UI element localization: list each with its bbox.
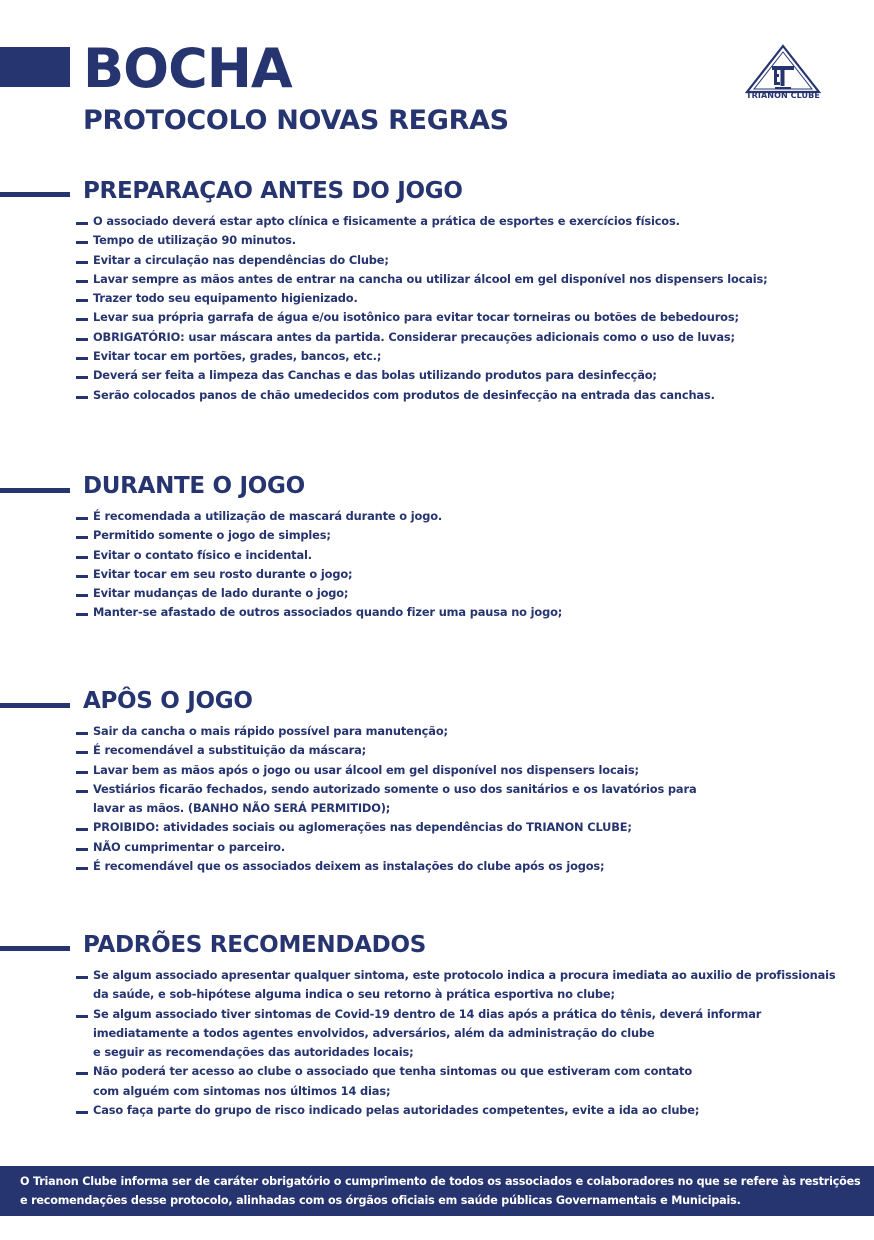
rule-item: [76, 270, 856, 289]
rule-text: Lavar sempre as mãos antes de entrar na cancha ou utilizar álcool em gel disponível nos dispensers locais;: [93, 271, 768, 286]
dash-bullet-icon: [76, 1072, 88, 1075]
rule-text: É recomendada a utilização de mascará durante o jogo.: [93, 509, 443, 523]
section-title: PREPARAÇAO ANTES DO JOGO: [83, 178, 463, 204]
rule-text: Se algum associado tiver sintomas de Covid-19 dentro de 14 dias após a prática do tênis, deverá informar imediatamente a todos agentes envolvidos, adversários, além da administração do clube e seguir as recomendações das autoridades locais;: [93, 1006, 762, 1060]
rule-item: [76, 780, 856, 819]
dash-bullet-icon: [76, 732, 88, 735]
section-rule: [0, 946, 70, 951]
page-title: BOCHA: [83, 37, 292, 100]
rule-text: Lavar bem as mãos após o jogo ou usar álcool em gel disponível nos dispensers locais;: [93, 762, 639, 777]
rule-text: Vestiários ficarão fechados, sendo autorizado somente o uso dos sanitários e os lavatórios para lavar as mãos. (BANHO NÃO SERÁ PERMITIDO);: [93, 781, 697, 816]
logo-caption: TRIANON CLUBE: [746, 91, 820, 100]
rule-text: Se algum associado apresentar qualquer sintoma, este protocolo indica a procura imediata ao auxilio de profissionais da saúde, e sob-hipótese alguma indica o seu retorno à prática esportiva no clube;: [93, 968, 836, 1002]
rule-item: [76, 347, 856, 366]
dash-bullet-icon: [76, 575, 88, 578]
dash-bullet-icon: [76, 790, 88, 793]
rule-item: [76, 838, 856, 857]
dash-bullet-icon: [76, 338, 88, 341]
dash-bullet-icon: [76, 556, 88, 559]
rule-item: [76, 761, 856, 780]
rule-text: O associado deverá estar apto clínica e fisicamente a prática de esportes e exercícios físicos.: [93, 214, 680, 228]
rule-text: Não poderá ter acesso ao clube o associado que tenha sintomas ou que estiveram com contato com alguém com sintomas nos últimos 14 dias;: [93, 1064, 693, 1098]
rule-text: Evitar tocar em seu rosto durante o jogo;: [93, 566, 353, 581]
dash-bullet-icon: [76, 594, 88, 597]
dash-bullet-icon: [76, 222, 88, 225]
dash-bullet-icon: [76, 536, 88, 539]
rules-list: [76, 507, 856, 623]
rule-item: [76, 603, 856, 622]
rule-item: [76, 584, 856, 603]
rule-item: [76, 722, 856, 741]
rule-item: [76, 741, 856, 760]
rule-text: OBRIGATÓRIO: usar máscara antes da partida. Considerar precauções adicionais como o uso de luvas;: [93, 329, 735, 344]
rule-text: NÃO cumprimentar o parceiro.: [93, 839, 286, 854]
dash-bullet-icon: [76, 517, 88, 520]
title-accent-bar: [0, 47, 70, 87]
rule-item: [76, 251, 856, 270]
rule-text: Permitido somente o jogo de simples;: [93, 528, 331, 543]
rule-text: Caso faça parte do grupo de risco indicado pelas autoridades competentes, evite a ida ao clube;: [93, 1103, 700, 1118]
rule-item: [76, 1062, 856, 1101]
dash-bullet-icon: [76, 848, 88, 851]
rule-item: [76, 507, 856, 526]
dash-bullet-icon: [76, 828, 88, 831]
rule-text: É recomendável que os associados deixem as instalações do clube após os jogos;: [93, 859, 605, 874]
rule-item: [76, 526, 856, 545]
rule-text: Evitar tocar em portões, grades, bancos, etc.;: [93, 349, 382, 364]
dash-bullet-icon: [76, 299, 88, 302]
rule-item: [76, 546, 856, 565]
rule-text: Evitar mudanças de lado durante o jogo;: [93, 586, 349, 601]
rule-text: Manter-se afastado de outros associados quando fizer uma pausa no jogo;: [93, 605, 563, 620]
dash-bullet-icon: [76, 318, 88, 321]
rules-list: [76, 722, 856, 876]
dash-bullet-icon: [76, 613, 88, 616]
footer-banner: [0, 1166, 874, 1216]
page-subtitle: PROTOCOLO NOVAS REGRAS: [83, 105, 509, 136]
rules-list: [76, 966, 856, 1120]
dash-bullet-icon: [76, 771, 88, 774]
dash-bullet-icon: [76, 751, 88, 754]
rule-item: [76, 857, 856, 876]
rule-text: Trazer todo seu equipamento higienizado.: [93, 291, 358, 306]
rule-text: Sair da cancha o mais rápido possível para manutenção;: [93, 724, 448, 738]
dash-bullet-icon: [76, 976, 88, 979]
section-title: APÔS O JOGO: [83, 688, 253, 714]
rule-text: Serão colocados panos de chão umedecidos com produtos de desinfecção na entrada das canchas.: [93, 387, 715, 402]
rule-item: [76, 386, 856, 405]
rule-item: [76, 308, 856, 327]
rule-item: [76, 328, 856, 347]
dash-bullet-icon: [76, 1015, 88, 1018]
rule-item: [76, 212, 856, 231]
rule-text: PROIBIDO: atividades sociais ou aglomerações nas dependências do TRIANON CLUBE;: [93, 820, 632, 835]
rule-item: [76, 366, 856, 385]
rule-text: É recomendável a substituição da máscara;: [93, 743, 367, 758]
rule-item: [76, 818, 856, 837]
dash-bullet-icon: [76, 1111, 88, 1114]
dash-bullet-icon: [76, 261, 88, 264]
section-rule: [0, 488, 70, 493]
rule-text: Levar sua própria garrafa de água e/ou isotônico para evitar tocar torneiras ou botões de bebedouros;: [93, 310, 739, 325]
rule-text: Tempo de utilização 90 minutos.: [93, 233, 296, 248]
dash-bullet-icon: [76, 376, 88, 379]
rule-text: Deverá ser feita a limpeza das Canchas e das bolas utilizando produtos para desinfecção;: [93, 368, 657, 383]
rule-text: Evitar a circulação nas dependências do Clube;: [93, 252, 389, 267]
dash-bullet-icon: [76, 867, 88, 870]
footer-notice: O Trianon Clube informa ser de caráter obrigatório o cumprimento de todos os associados e colaboradores no que se refere às restrições e recomendações desse protocolo, alinhadas com os órgãos oficiais em saúde públicas Governamentais e Municipais.: [20, 1175, 861, 1207]
rule-item: [76, 1101, 856, 1120]
section-rule: [0, 703, 70, 708]
section-title: DURANTE O JOGO: [83, 473, 305, 499]
rule-item: [76, 1005, 856, 1063]
rule-item: [76, 966, 856, 1005]
rules-list: [76, 212, 856, 405]
dash-bullet-icon: [76, 241, 88, 244]
rule-text: Evitar o contato físico e incidental.: [93, 547, 312, 562]
section-rule: [0, 192, 70, 197]
rule-item: [76, 231, 856, 250]
rule-item: [76, 289, 856, 308]
dash-bullet-icon: [76, 396, 88, 399]
rule-item: [76, 565, 856, 584]
dash-bullet-icon: [76, 357, 88, 360]
section-title: PADRÕES RECOMENDADOS: [83, 932, 426, 958]
dash-bullet-icon: [76, 280, 88, 283]
